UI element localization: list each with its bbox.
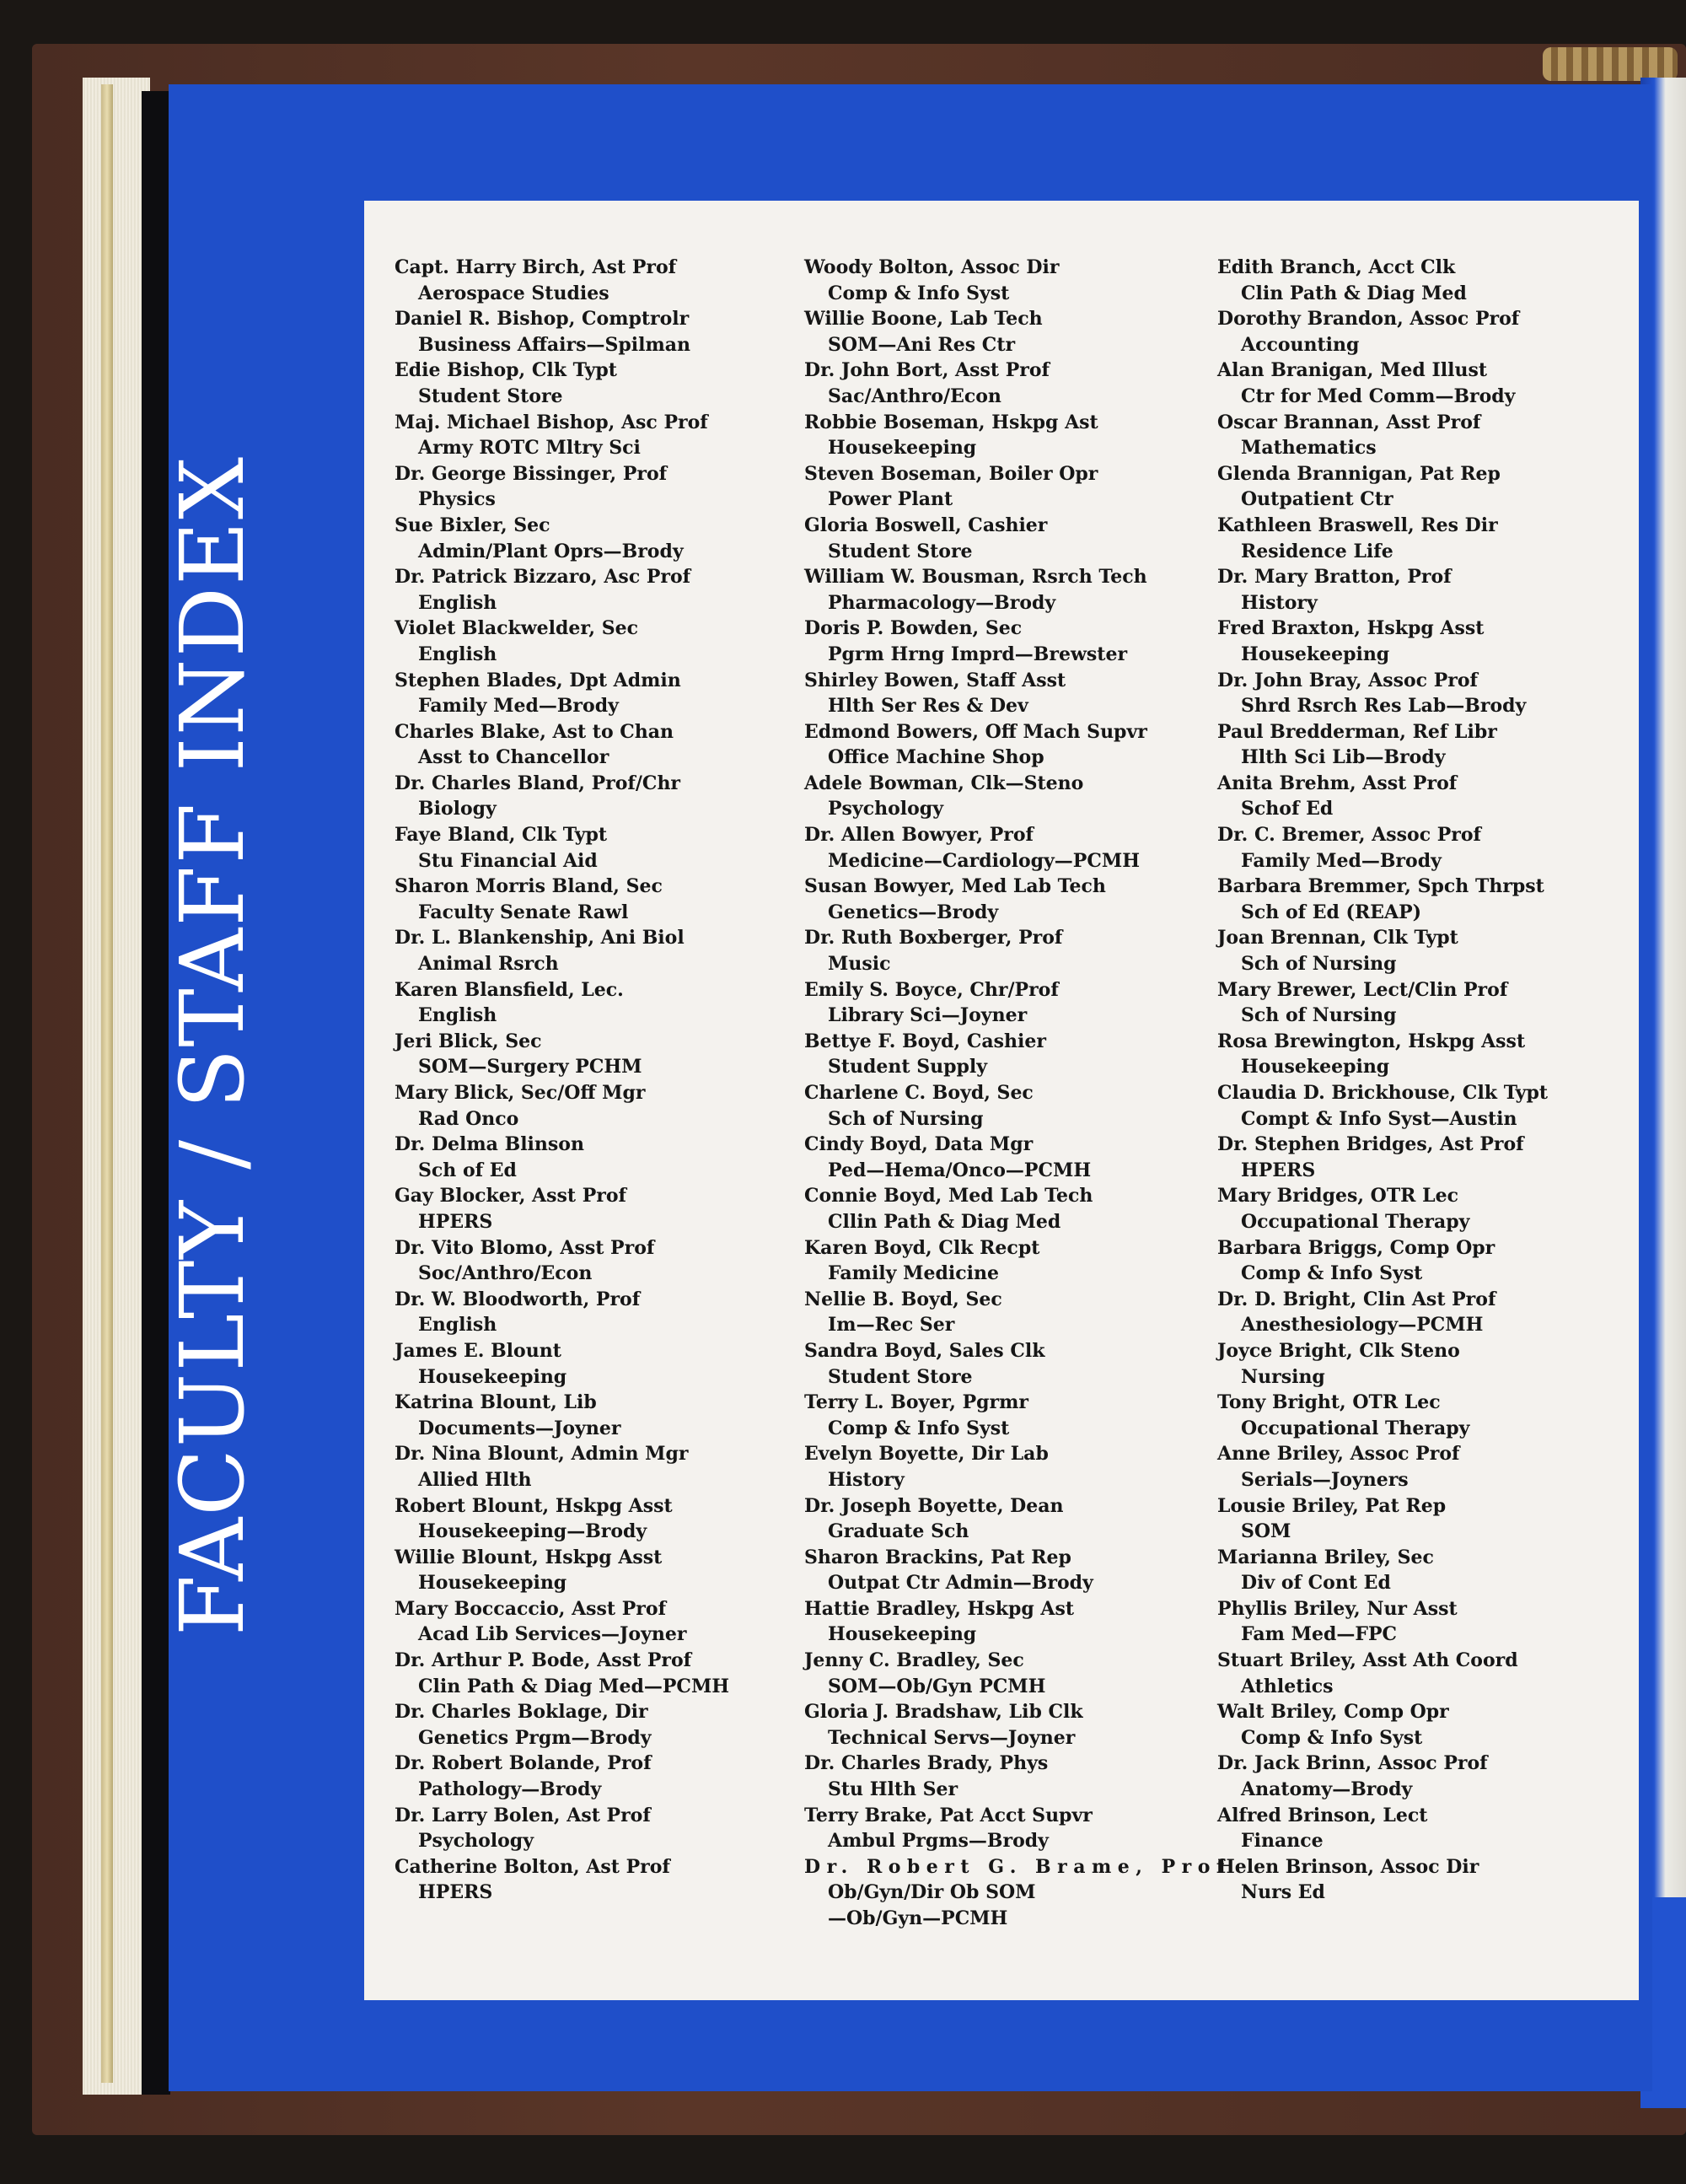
index-entry: [804, 1080, 1217, 1132]
entry-department: Documents—Joyner: [418, 1417, 621, 1439]
entry-department: Student Store: [828, 540, 973, 562]
entry-department: Hlth Sci Lib—Brody: [1241, 746, 1446, 769]
index-entry: [395, 1648, 781, 1699]
entry-department: Sch of Nursing: [828, 1107, 984, 1130]
index-entry: [395, 822, 781, 874]
entry-department: Library Sci—Joyner: [828, 1004, 1028, 1027]
entry-name: Marianna Briley, Sec: [1217, 1546, 1434, 1568]
entry-name: Rosa Brewington, Hskpg Asst: [1217, 1030, 1526, 1052]
entry-department: Anesthesiology—PCMH: [1241, 1314, 1484, 1337]
entry-department: Rad Onco: [418, 1107, 519, 1130]
entry-department: Anatomy—Brody: [1241, 1778, 1413, 1801]
entry-department: Family Med—Brody: [418, 695, 619, 718]
index-entry: [804, 410, 1217, 461]
index-entry: [1217, 1183, 1630, 1235]
index-entry: [395, 1390, 781, 1441]
index-entry: [804, 1132, 1217, 1183]
entry-department: Sch of Nursing: [1241, 1004, 1397, 1027]
entry-department: Housekeeping: [828, 1623, 977, 1646]
index-entry: [395, 461, 781, 513]
entry-department: Clin Path & Diag Med—PCMH: [418, 1675, 730, 1697]
index-entry: [1217, 1080, 1630, 1132]
entry-department: Housekeeping: [418, 1572, 567, 1595]
entry-department: Family Medicine: [828, 1262, 999, 1285]
index-entry: [395, 1029, 781, 1080]
index-entry: [395, 564, 781, 616]
entry-name: Willie Blount, Hskpg Asst: [395, 1546, 663, 1568]
entry-name: Dr. L. Blankenship, Ani Biol: [395, 927, 685, 949]
entry-department: Genetics Prgm—Brody: [418, 1726, 652, 1749]
index-entry: [804, 977, 1217, 1029]
index-entry: [804, 1390, 1217, 1441]
entry-department: Office Machine Shop: [828, 746, 1044, 769]
entry-name: Helen Brinson, Assoc Dir: [1217, 1855, 1479, 1878]
page-edge-accent: [101, 84, 113, 2083]
entry-name: Fred Braxton, Hskpg Asst: [1217, 617, 1485, 640]
entry-name: Gloria J. Bradshaw, Lib Clk: [804, 1701, 1083, 1724]
entry-department: Outpat Ctr Admin—Brody: [828, 1572, 1093, 1595]
entry-name: Dr. Mary Bratton, Prof: [1217, 566, 1452, 589]
entry-department: Sch of Ed (REAP): [1241, 901, 1422, 923]
entry-name: Woody Bolton, Assoc Dir: [804, 256, 1060, 278]
entry-department: Acad Lib Services—Joyner: [418, 1623, 687, 1646]
entry-name: Dr. Charles Brady, Phys: [804, 1752, 1049, 1775]
index-entry: [804, 306, 1217, 358]
entry-name: Lousie Briley, Pat Rep: [1217, 1494, 1447, 1517]
entry-name: Catherine Bolton, Ast Prof: [395, 1855, 670, 1878]
index-entry: [804, 874, 1217, 925]
entry-department: English: [418, 591, 497, 614]
index-entry: [804, 1029, 1217, 1080]
entry-name: Cindy Boyd, Data Mgr: [804, 1133, 1034, 1156]
entry-name: Mary Blick, Sec/Off Mgr: [395, 1082, 646, 1104]
entry-department: Hlth Ser Res & Dev: [828, 695, 1028, 718]
entry-department: Ob/Gyn/Dir Ob SOM—Ob/Gyn—PCMH: [828, 1881, 1036, 1929]
index-entry: [395, 1235, 781, 1287]
index-entry: [804, 461, 1217, 513]
entry-name: Dr. Robert G. Brame, Prof: [804, 1855, 1231, 1878]
entry-name: Charles Blake, Ast to Chan: [395, 720, 674, 743]
entry-name: Violet Blackwelder, Sec: [395, 617, 638, 640]
entry-name: Dr. Allen Bowyer, Prof: [804, 824, 1034, 847]
index-entry: [1217, 616, 1630, 667]
index-entry: [1217, 719, 1630, 771]
entry-name: Sandra Boyd, Sales Clk: [804, 1339, 1045, 1362]
index-entry: [1217, 1441, 1630, 1493]
entry-department: HPERS: [418, 1881, 493, 1904]
entry-name: Steven Boseman, Boiler Opr: [804, 462, 1098, 485]
index-entry: [804, 1854, 1231, 1932]
entry-name: Capt. Harry Birch, Ast Prof: [395, 256, 677, 278]
entry-department: Army ROTC Mltry Sci: [418, 437, 641, 460]
entry-department: Mathematics: [1241, 437, 1377, 460]
entry-department: Faculty Senate Rawl: [418, 901, 629, 923]
index-entry: [1217, 977, 1630, 1029]
entry-department: HPERS: [418, 1210, 493, 1233]
index-entry: [395, 255, 781, 306]
entry-name: Jeri Blick, Sec: [395, 1030, 542, 1052]
index-entry: [1217, 358, 1630, 409]
entry-department: SOM—Surgery PCHM: [418, 1056, 642, 1079]
entry-name: Paul Bredderman, Ref Libr: [1217, 720, 1497, 743]
index-entry: [1217, 1803, 1630, 1854]
index-entry: [395, 977, 781, 1029]
page-title: FACULTY / STAFF INDEX: [161, 455, 264, 1637]
entry-department: Admin/Plant Oprs—Brody: [418, 540, 684, 562]
entry-name: Doris P. Bowden, Sec: [804, 617, 1023, 640]
index-entry: [1217, 1751, 1630, 1802]
entry-name: Terry L. Boyer, Pgrmr: [804, 1391, 1028, 1414]
entry-name: Edie Bishop, Clk Typt: [395, 359, 617, 382]
entry-name: Dr. Charles Boklage, Dir: [395, 1701, 648, 1724]
entry-name: Oscar Brannan, Asst Prof: [1217, 411, 1481, 433]
index-entry: [804, 255, 1217, 306]
index-column-1: [395, 255, 781, 1906]
entry-name: Sharon Morris Bland, Sec: [395, 875, 663, 898]
index-content-panel: [364, 201, 1639, 2000]
index-entry: [804, 1648, 1217, 1699]
index-entry: [1217, 1338, 1630, 1390]
entry-name: Karen Blansfield, Lec.: [395, 978, 624, 1001]
entry-department: Ambul Prgms—Brody: [828, 1830, 1049, 1853]
entry-department: Allied Hlth: [418, 1468, 532, 1491]
entry-department: Shrd Rsrch Res Lab—Brody: [1241, 695, 1527, 718]
entry-department: Ped—Hema/Onco—PCMH: [828, 1159, 1092, 1181]
index-entry: [395, 1596, 781, 1648]
entry-name: Dr. Patrick Bizzaro, Asc Prof: [395, 566, 691, 589]
index-entry: [1217, 306, 1630, 358]
index-entry: [1217, 822, 1630, 874]
index-entry: [804, 1441, 1217, 1493]
entry-department: Nurs Ed: [1241, 1881, 1325, 1904]
index-entry: [395, 1441, 781, 1493]
index-entry: [1217, 1545, 1630, 1596]
entry-department: Housekeeping: [828, 437, 977, 460]
entry-department: Housekeeping: [418, 1365, 567, 1388]
entry-department: English: [418, 1314, 497, 1337]
index-entry: [1217, 513, 1630, 564]
entry-name: William W. Bousman, Rsrch Tech: [804, 566, 1147, 589]
index-entry: [804, 1803, 1217, 1854]
entry-department: Psychology: [828, 798, 943, 820]
entry-department: Sch of Ed: [418, 1159, 517, 1181]
index-entry: [1217, 1648, 1630, 1699]
entry-name: Anita Brehm, Asst Prof: [1217, 772, 1458, 794]
index-entry: [1217, 1132, 1630, 1183]
entry-department: Residence Life: [1241, 540, 1393, 562]
entry-department: Nursing: [1241, 1365, 1325, 1388]
entry-name: Mary Bridges, OTR Lec: [1217, 1185, 1458, 1208]
entry-name: Katrina Blount, Lib: [395, 1391, 597, 1414]
entry-name: Shirley Bowen, Staff Asst: [804, 669, 1066, 691]
entry-department: Student Store: [828, 1365, 973, 1388]
entry-name: Dr. John Bort, Asst Prof: [804, 359, 1050, 382]
entry-name: Emily S. Boyce, Chr/Prof: [804, 978, 1059, 1001]
index-entry: [1217, 1699, 1630, 1751]
entry-name: Glenda Brannigan, Pat Rep: [1217, 462, 1501, 485]
entry-name: Stuart Briley, Asst Ath Coord: [1217, 1649, 1518, 1672]
index-entry: [1217, 668, 1630, 719]
index-entry: [395, 616, 781, 667]
entry-department: Finance: [1241, 1830, 1324, 1853]
index-entry: [804, 358, 1217, 409]
entry-department: Housekeeping: [1241, 1056, 1390, 1079]
entry-department: Power Plant: [828, 488, 953, 511]
entry-name: Barbara Briggs, Comp Opr: [1217, 1236, 1495, 1259]
entry-department: Asst to Chancellor: [418, 746, 609, 769]
entry-name: James E. Blount: [395, 1339, 561, 1362]
entry-name: Faye Bland, Clk Typt: [395, 824, 608, 847]
entry-name: Alan Branigan, Med Illust: [1217, 359, 1488, 382]
index-entry: [395, 513, 781, 564]
index-entry: [804, 616, 1217, 667]
entry-name: Dr. Delma Blinson: [395, 1133, 584, 1156]
index-entry: [804, 1751, 1217, 1802]
index-entry: [395, 410, 781, 461]
index-entry: [395, 874, 781, 925]
entry-department: Graduate Sch: [828, 1520, 969, 1543]
entry-department: Fam Med—FPC: [1241, 1623, 1398, 1646]
entry-department: Clin Path & Diag Med: [1241, 282, 1467, 304]
index-entry: [804, 668, 1217, 719]
entry-name: Dr. C. Bremer, Assoc Prof: [1217, 824, 1482, 847]
entry-name: Dr. George Bissinger, Prof: [395, 462, 668, 485]
entry-name: Evelyn Boyette, Dir Lab: [804, 1443, 1049, 1466]
index-entry: [1217, 564, 1630, 616]
index-entry: [395, 1183, 781, 1235]
entry-name: Barbara Bremmer, Spch Thrpst: [1217, 875, 1544, 898]
entry-name: Dr. W. Bloodworth, Prof: [395, 1288, 641, 1310]
entry-name: Mary Boccaccio, Asst Prof: [395, 1597, 667, 1620]
entry-name: Sue Bixler, Sec: [395, 514, 550, 536]
entry-name: Dr. Charles Bland, Prof/Chr: [395, 772, 681, 794]
entry-name: Dr. Stephen Bridges, Ast Prof: [1217, 1133, 1524, 1156]
entry-name: Dr. Jack Brinn, Assoc Prof: [1217, 1752, 1488, 1775]
entry-department: SOM: [1241, 1520, 1291, 1543]
entry-department: History: [1241, 591, 1318, 614]
entry-department: SOM—Ani Res Ctr: [828, 333, 1016, 356]
index-entry: [1217, 925, 1630, 976]
entry-department: Stu Hlth Ser: [828, 1778, 958, 1801]
entry-name: Joan Brennan, Clk Typt: [1217, 927, 1458, 949]
entry-name: Joyce Bright, Clk Steno: [1217, 1339, 1460, 1362]
index-entry: [804, 1338, 1217, 1390]
entry-department: Comp & Info Syst: [828, 282, 1010, 304]
entry-name: Gloria Boswell, Cashier: [804, 514, 1048, 536]
entry-name: Connie Boyd, Med Lab Tech: [804, 1185, 1093, 1208]
index-entry: [395, 1751, 781, 1802]
index-entry: [1217, 1596, 1630, 1648]
entry-department: Im—Rec Ser: [828, 1314, 955, 1337]
index-entry: [1217, 410, 1630, 461]
entry-department: Genetics—Brody: [828, 901, 999, 923]
entry-name: Hattie Bradley, Hskpg Ast: [804, 1597, 1075, 1620]
entry-department: English: [418, 643, 497, 665]
entry-department: Family Med—Brody: [1241, 849, 1442, 872]
entry-name: Alfred Brinson, Lect: [1217, 1804, 1428, 1826]
index-entry: [395, 1287, 781, 1338]
entry-name: Dr. Vito Blomo, Asst Prof: [395, 1236, 655, 1259]
entry-name: Nellie B. Boyd, Sec: [804, 1288, 1002, 1310]
index-entry: [804, 1183, 1217, 1235]
entry-department: Housekeeping—Brody: [418, 1520, 647, 1543]
entry-department: Psychology: [418, 1830, 534, 1853]
entry-department: Compt & Info Syst—Austin: [1241, 1107, 1517, 1130]
entry-department: Housekeeping: [1241, 643, 1390, 665]
index-entry: [1217, 1493, 1630, 1545]
entry-name: Susan Bowyer, Med Lab Tech: [804, 875, 1106, 898]
index-entry: [804, 564, 1217, 616]
index-entry: [395, 1493, 781, 1545]
entry-department: Occupational Therapy: [1241, 1210, 1470, 1233]
entry-department: Pgrm Hrng Imprd—Brewster: [828, 643, 1128, 665]
index-entry: [804, 1287, 1217, 1338]
index-entry: [804, 719, 1217, 771]
index-entry: [1217, 1029, 1630, 1080]
entry-department: Athletics: [1241, 1675, 1334, 1697]
entry-department: Ctr for Med Comm—Brody: [1241, 385, 1516, 407]
index-entry: [395, 1338, 781, 1390]
page-stack-edge: [83, 78, 150, 2095]
index-entry: [395, 1132, 781, 1183]
entry-department: Comp & Info Syst: [828, 1417, 1010, 1439]
index-entry: [1217, 1854, 1630, 1906]
index-entry: [395, 668, 781, 719]
index-entry: [395, 1080, 781, 1132]
entry-name: Dr. Nina Blount, Admin Mgr: [395, 1443, 689, 1466]
entry-department: Serials—Joyners: [1241, 1468, 1409, 1491]
entry-name: Maj. Michael Bishop, Asc Prof: [395, 411, 708, 433]
entry-department: Schof Ed: [1241, 798, 1334, 820]
entry-name: Walt Briley, Comp Opr: [1217, 1701, 1449, 1724]
entry-name: Mary Brewer, Lect/Clin Prof: [1217, 978, 1508, 1001]
entry-name: Charlene C. Boyd, Sec: [804, 1082, 1034, 1104]
entry-name: Phyllis Briley, Nur Asst: [1217, 1597, 1458, 1620]
index-entry: [804, 513, 1217, 564]
entry-name: Sharon Brackins, Pat Rep: [804, 1546, 1071, 1568]
entry-department: Occupational Therapy: [1241, 1417, 1470, 1439]
entry-name: Robbie Boseman, Hskpg Ast: [804, 411, 1098, 433]
index-entry: [804, 1235, 1217, 1287]
bookmark-thread: [1543, 47, 1678, 81]
entry-department: HPERS: [1241, 1159, 1316, 1181]
index-entry: [804, 1699, 1217, 1751]
entry-department: History: [828, 1468, 905, 1491]
entry-name: Jenny C. Bradley, Sec: [804, 1649, 1024, 1672]
entry-department: Outpatient Ctr: [1241, 488, 1393, 511]
entry-name: Dr. Joseph Boyette, Dean: [804, 1494, 1064, 1517]
entry-name: Dorothy Brandon, Assoc Prof: [1217, 308, 1520, 331]
index-entry: [1217, 1390, 1630, 1441]
entry-department: Student Store: [418, 385, 563, 407]
entry-name: Dr. Robert Bolande, Prof: [395, 1752, 652, 1775]
entry-department: Div of Cont Ed: [1241, 1572, 1391, 1595]
entry-department: Soc/Anthro/Econ: [418, 1262, 593, 1285]
index-entry: [1217, 1287, 1630, 1338]
entry-name: Adele Bowman, Clk—Steno: [804, 772, 1084, 794]
entry-department: Business Affairs—Spilman: [418, 333, 690, 356]
index-entry: [395, 719, 781, 771]
entry-department: Sch of Nursing: [1241, 953, 1397, 976]
index-entry: [804, 1545, 1217, 1596]
index-column-2: [804, 255, 1231, 1932]
index-entry: [1217, 461, 1630, 513]
entry-department: Animal Rsrch: [418, 953, 559, 976]
entry-name: Karen Boyd, Clk Recpt: [804, 1236, 1040, 1259]
entry-name: Dr. John Bray, Assoc Prof: [1217, 669, 1478, 691]
entry-name: Dr. Ruth Boxberger, Prof: [804, 927, 1063, 949]
index-entry: [395, 771, 781, 822]
index-entry: [1217, 255, 1630, 306]
entry-name: Robert Blount, Hskpg Asst: [395, 1494, 673, 1517]
entry-department: SOM—Ob/Gyn PCMH: [828, 1675, 1046, 1697]
entry-name: Gay Blocker, Asst Prof: [395, 1185, 626, 1208]
entry-name: Tony Bright, OTR Lec: [1217, 1391, 1441, 1414]
index-entry: [395, 1803, 781, 1854]
entry-department: Cllin Path & Diag Med: [828, 1210, 1061, 1233]
entry-name: Daniel R. Bishop, Comptrolr: [395, 308, 690, 331]
index-entry: [395, 1854, 781, 1906]
index-entry: [804, 1596, 1217, 1648]
entry-department: Pharmacology—Brody: [828, 591, 1056, 614]
entry-department: Medicine—Cardiology—PCMH: [828, 849, 1140, 872]
entry-name: Bettye F. Boyd, Cashier: [804, 1030, 1046, 1052]
index-entry: [395, 306, 781, 358]
index-entry: [804, 771, 1217, 822]
index-entry: [1217, 874, 1630, 925]
entry-department: Physics: [418, 488, 496, 511]
entry-name: Edmond Bowers, Off Mach Supvr: [804, 720, 1147, 743]
entry-department: Stu Financial Aid: [418, 849, 598, 872]
entry-name: Edith Branch, Acct Clk: [1217, 256, 1456, 278]
index-entry: [395, 358, 781, 409]
index-entry: [804, 1493, 1217, 1545]
index-entry: [395, 925, 781, 976]
entry-department: Comp & Info Syst: [1241, 1262, 1423, 1285]
entry-department: Sac/Anthro/Econ: [828, 385, 1001, 407]
index-entry: [1217, 771, 1630, 822]
entry-name: Kathleen Braswell, Res Dir: [1217, 514, 1498, 536]
entry-name: Claudia D. Brickhouse, Clk Typt: [1217, 1082, 1548, 1104]
entry-department: Pathology—Brody: [418, 1778, 602, 1801]
entry-name: Willie Boone, Lab Tech: [804, 308, 1043, 331]
index-entry: [804, 822, 1217, 874]
entry-name: Anne Briley, Assoc Prof: [1217, 1443, 1460, 1466]
entry-name: Stephen Blades, Dpt Admin: [395, 669, 681, 691]
entry-department: Biology: [418, 798, 497, 820]
entry-department: English: [418, 1004, 497, 1027]
entry-name: Terry Brake, Pat Acct Supvr: [804, 1804, 1093, 1826]
entry-name: Dr. Arthur P. Bode, Asst Prof: [395, 1649, 692, 1672]
index-entry: [804, 925, 1217, 976]
entry-name: Dr. D. Bright, Clin Ast Prof: [1217, 1288, 1496, 1310]
index-entry: [1217, 1235, 1630, 1287]
entry-name: Dr. Larry Bolen, Ast Prof: [395, 1804, 651, 1826]
entry-department: Comp & Info Syst: [1241, 1726, 1423, 1749]
entry-department: Technical Servs—Joyner: [828, 1726, 1076, 1749]
entry-department: Student Supply: [828, 1056, 988, 1079]
entry-department: Music: [828, 953, 891, 976]
index-entry: [395, 1545, 781, 1596]
entry-department: Accounting: [1241, 333, 1360, 356]
index-entry: [395, 1699, 781, 1751]
index-column-3: [1217, 255, 1630, 1906]
entry-department: Aerospace Studies: [418, 282, 609, 304]
